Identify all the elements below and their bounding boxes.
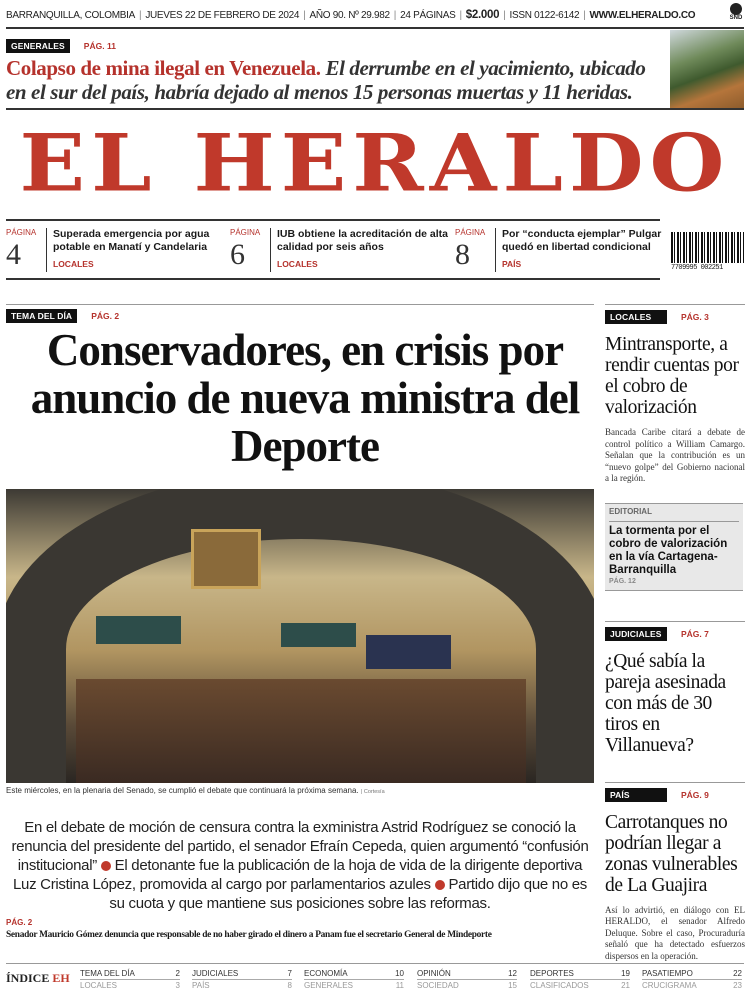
side-headline: ¿Qué sabía la pareja asesinada con más de 30 tiros en Villanueva? (605, 650, 726, 756)
index-name[interactable]: PAÍS (192, 981, 210, 990)
index-entry[interactable] (530, 968, 630, 980)
index-page: 2 (175, 969, 180, 978)
divider (6, 278, 660, 280)
promo-label: PÁGINA (230, 228, 261, 237)
index-entry[interactable] (530, 980, 630, 992)
side-body: Bancada Caribe citará a debate de control político a William Camargo. Señalan que la contribución es un “nuevo golpe” del Gobierno nacional a la región. (605, 427, 745, 483)
lead-part: En el debate de moción de censura contra la exministra Astrid Rodríguez se conoció la renuncia del presidente del partido, el senador Efraín Cepeda, quien argumentó “confusión institucional” (11, 819, 589, 874)
snd-icon (730, 3, 742, 15)
index-entry[interactable] (80, 980, 180, 992)
edition: AÑO 90. Nº 29.982 (309, 10, 390, 21)
index-entry[interactable] (192, 968, 292, 980)
index-name[interactable]: SOCIEDAD (417, 981, 459, 990)
promo-text: Por “conducta ejemplar” Pulgar quedó en libertad condicional (502, 228, 662, 253)
sidebar (605, 304, 745, 959)
index-name[interactable]: DEPORTES (530, 969, 574, 978)
index-name[interactable]: LOCALES (80, 981, 117, 990)
promo-page-8[interactable] (455, 226, 677, 272)
section-tag: TEMA DEL DÍA (6, 309, 77, 323)
masthead-logo: EL HERALDO (19, 117, 731, 210)
promo-label: PÁGINA (455, 228, 486, 237)
divider (6, 219, 660, 221)
divider (6, 27, 744, 29)
photo-credit: | Cortesía (360, 789, 385, 795)
index-entry[interactable] (642, 968, 742, 980)
section-tag: GENERALES (6, 39, 70, 53)
sub-page-ref: PÁG. 2 (6, 918, 33, 927)
divider (6, 304, 594, 305)
page-ref: PÁG. 3 (681, 312, 709, 322)
promo-page-6[interactable] (230, 226, 452, 272)
editorial-label: EDITORIAL (609, 506, 652, 516)
index-name[interactable]: TEMA DEL DÍA (80, 969, 135, 978)
index-title: ÍNDICE (6, 971, 50, 985)
index-page: 19 (621, 969, 630, 978)
chamber-floor (76, 679, 526, 783)
index-entry[interactable] (417, 980, 517, 992)
index-entry[interactable] (304, 968, 404, 980)
side-headline: Mintransporte, a rendir cuentas por el cobro de valorización (605, 334, 739, 418)
screen (96, 616, 181, 644)
main-section (6, 306, 119, 324)
index-entry[interactable] (642, 980, 742, 992)
index-name[interactable]: OPINIÓN (417, 969, 451, 978)
teaser-deck: El derrumbe en el yacimiento, ubicado en el sur del país, habría dejado al menos 15 personas muertas y 11 heridas. (6, 56, 646, 104)
index-entry[interactable] (192, 980, 292, 992)
photo-caption (6, 786, 594, 797)
city: BARRANQUILLA, COLOMBIA (6, 10, 135, 21)
section-tag: JUDICIALES (605, 627, 667, 641)
side-headline: Carrotanques no podrían llegar a zonas vulnerables de La Guajira (605, 811, 738, 896)
bullet-icon (435, 880, 445, 890)
sub-headline[interactable]: Senador Mauricio Gómez denuncia que responsable de no haber girado el dinero a Panam fue el secretario General de Mindeporte (6, 930, 492, 940)
index-entry[interactable] (304, 980, 404, 992)
side-body: Así lo advirtió, en diálogo con EL HERALDO, el senador Alfredo Deluque. Sobre el caso, Procuraduría señaló que ha detectado esfuerzos dispersos en la operación. (605, 904, 745, 961)
main-headline[interactable]: Conservadores, en crisis por anuncio de nueva ministra del Deporte (30, 325, 580, 471)
barcode-number: 7709995 002251 (671, 264, 723, 272)
screen (366, 635, 451, 669)
issn: ISSN 0122-6142 (509, 10, 580, 21)
senate-photo (6, 489, 594, 783)
index-page: 22 (733, 969, 742, 978)
index-entry[interactable] (417, 968, 517, 980)
index-name[interactable]: ECONOMÍA (304, 969, 348, 978)
index-brand: EH (52, 971, 70, 985)
promo-page-4[interactable] (6, 226, 228, 272)
teaser-headline: Colapso de mina ilegal en Venezuela. (6, 56, 321, 80)
main-lead (6, 818, 594, 913)
index-label (6, 971, 70, 985)
index-name[interactable]: PASATIEMPO (642, 969, 693, 978)
page-ref: PÁG. 12 (609, 577, 636, 585)
page-ref: PÁG. 7 (681, 628, 709, 639)
page-ref: PÁG. 9 (681, 789, 709, 800)
caption-text: Este miércoles, en la plenaria del Senado, se cumplió el debate que continuará la próxima semana. (6, 786, 359, 795)
index-page: 21 (621, 981, 630, 990)
divider (6, 108, 744, 110)
website-link[interactable]: WWW.ELHERALDO.CO (589, 10, 696, 21)
index-name[interactable]: GENERALES (304, 981, 353, 990)
dateline-bar: BARRANQUILLA, COLOMBIA | JUEVES 22 DE FEBRERO DE 2024 | AÑO 90. Nº 29.982 | 24 PÁGINAS | $2.000 | ISSN 0122-6142 | WWW.ELHERALDO.CO (6, 9, 696, 21)
editorial-title: La tormenta por el cobro de valorización en la vía Cartagena-Barranquilla (609, 521, 739, 577)
index-name[interactable]: CRUCIGRAMA (642, 981, 697, 990)
promo-section: LOCALES (53, 259, 94, 269)
promo-text: Superada emergencia por agua potable en Manatí y Candelaria (53, 228, 210, 253)
index-name[interactable]: CLASIFICADOS (530, 981, 589, 990)
promo-label: PÁGINA (6, 228, 37, 237)
page-count: 24 PÁGINAS (400, 10, 456, 21)
snd-label: SND (729, 15, 743, 21)
side-story-villanueva[interactable] (605, 621, 745, 756)
divider (6, 963, 744, 964)
bullet-icon (101, 861, 111, 871)
page-ref: PÁG. 2 (91, 311, 120, 321)
index-entry[interactable] (80, 968, 180, 980)
lead-part: El detonante fue la publicación de la hoja de vida de la dirigente deportiva Luz Cristina López, promovida al cargo por parlamentarios azules (13, 857, 583, 893)
promo-number: 6 (230, 238, 245, 271)
snd-logo (726, 3, 746, 22)
side-story-mintransporte[interactable] (605, 304, 745, 485)
lead-part: Partido dijo que no es su cuota y que mantiene sus posiciones sobre las reformas. (109, 876, 587, 912)
promo-section: LOCALES (277, 259, 318, 269)
mine-photo (670, 30, 744, 110)
index-page: 7 (287, 969, 292, 978)
teaser-story[interactable] (6, 56, 666, 104)
price: $2.000 (465, 9, 500, 21)
teaser-section (6, 36, 116, 54)
index-page: 3 (175, 981, 180, 990)
index-page: 23 (733, 981, 742, 990)
index-page: 10 (395, 969, 404, 978)
promo-text: IUB obtiene la acreditación de alta calidad por seis años (277, 228, 448, 253)
page-ref: PÁG. 11 (83, 41, 116, 51)
side-story-guajira[interactable] (605, 782, 745, 963)
promo-number: 4 (6, 238, 21, 271)
screen (281, 623, 356, 647)
barcode (671, 232, 744, 263)
index-page: 8 (287, 981, 292, 990)
index-page: 11 (395, 981, 404, 990)
section-tag: PAÍS (605, 788, 667, 802)
index (6, 968, 746, 998)
promo-section: PAÍS (502, 259, 522, 269)
date: JUEVES 22 DE FEBRERO DE 2024 (145, 10, 300, 21)
index-page: 12 (508, 969, 517, 978)
index-name[interactable]: JUDICIALES (192, 969, 239, 978)
promo-number: 8 (455, 238, 470, 271)
section-tag: LOCALES (605, 310, 667, 324)
main-lead-block (6, 818, 594, 960)
editorial-box[interactable] (605, 503, 743, 591)
index-page: 15 (508, 981, 517, 990)
painting (191, 529, 261, 589)
